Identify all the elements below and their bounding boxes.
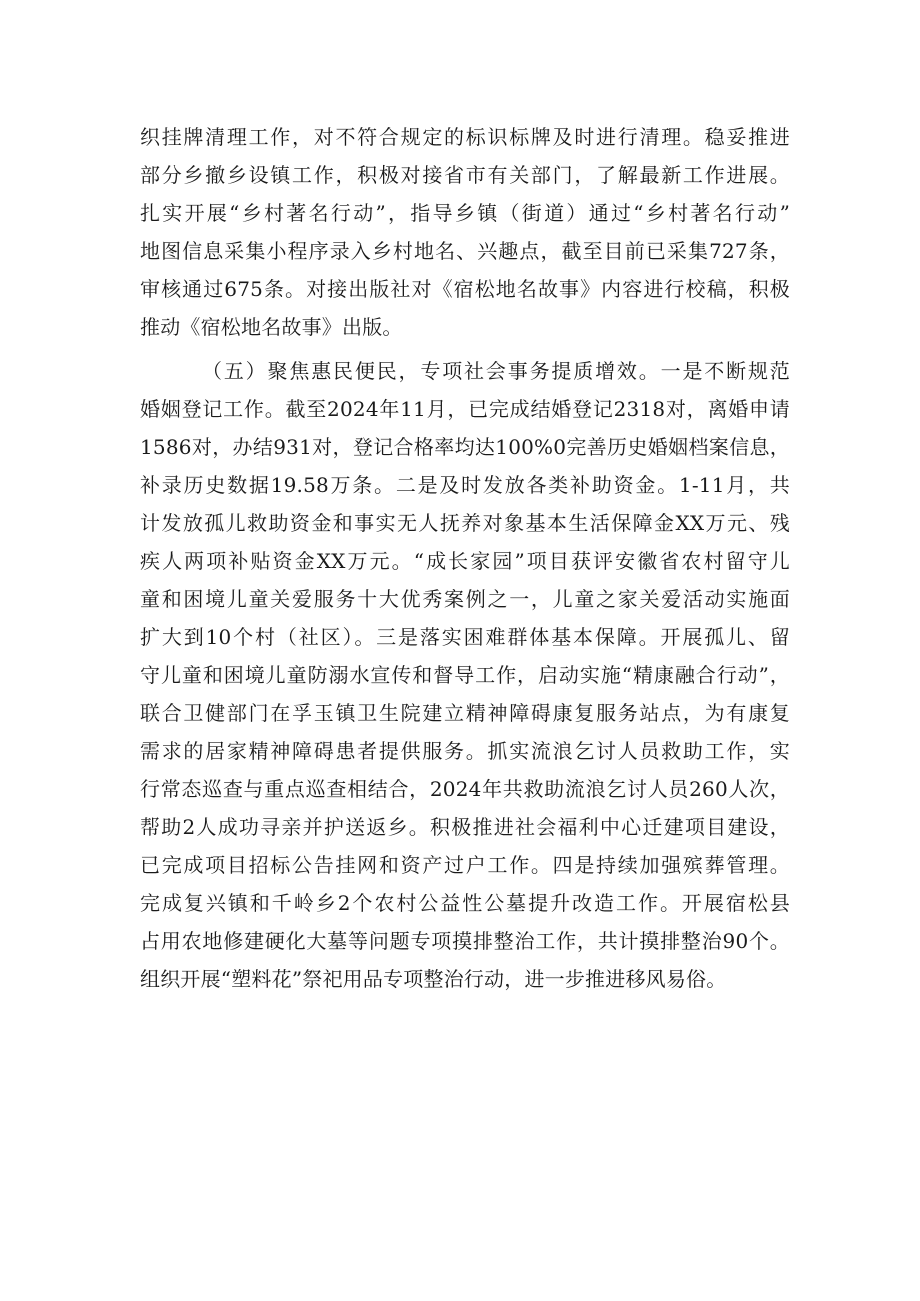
text-line: 联合卫健部门在孚玉镇卫生院建立精神障碍康复服务站点，为有康复 [140,701,790,725]
text-line: 帮助2人成功寻亲并护送返乡。积极推进社会福利中心迁建项目建设， [140,815,790,839]
text-line: 推动《宿松地名故事》出版。 [140,315,403,339]
section-heading-line: （五）聚焦惠民便民，专项社会事务提质增效。一是不断规范 [202,359,790,383]
text-line: 守儿童和困境儿童防溺水宣传和督导工作，启动实施“精康融合行动”， [140,663,790,687]
text-line: 行常态巡查与重点巡查相结合，2024年共救助流浪乞讨人员260人次， [140,777,790,801]
document-body [140,118,790,998]
text-line: 1586对，办结931对，登记合格率均达100%0完善历史婚姻档案信息， [140,435,790,459]
text-line: 审核通过675条。对接出版社对《宿松地名故事》内容进行校稿，积极 [140,277,790,301]
text-line: 扩大到10个村（社区）。三是落实困难群体基本保障。开展孤儿、留 [140,625,790,649]
text-line: 织挂牌清理工作，对不符合规定的标识标牌及时进行清理。稳妥推进 [140,125,790,149]
text-line: 组织开展“塑料花”祭祀用品专项整治行动，进一步推进移风易俗。 [140,967,727,991]
text-line: 占用农地修建硬化大墓等问题专项摸排整治工作，共计摸排整治90个。 [140,929,790,953]
text-line: 疾人两项补贴资金XX万元。“成长家园”项目获评安徽省农村留守儿 [140,549,790,573]
text-line: 已完成项目招标公告挂网和资产过户工作。四是持续加强殡葬管理。 [140,853,790,877]
text-line: 计发放孤儿救助资金和事实无人抚养对象基本生活保障金XX万元、残 [140,511,790,535]
text-line: 童和困境儿童关爱服务十大优秀案例之一，儿童之家关爱活动实施面 [140,587,790,611]
text-line: 地图信息采集小程序录入乡村地名、兴趣点，截至目前已采集727条， [140,239,790,263]
text-line: 需求的居家精神障碍患者提供服务。抓实流浪乞讨人员救助工作，实 [140,739,790,763]
text-line: 部分乡撤乡设镇工作，积极对接省市有关部门，了解最新工作进展。 [140,163,790,187]
text-line: 补录历史数据19.58万条。二是及时发放各类补助资金。1-11月，共 [140,473,790,497]
paragraph-social-affairs [140,352,790,998]
text-line: 婚姻登记工作。截至2024年11月，已完成结婚登记2318对，离婚申请 [140,397,790,421]
text-line: 完成复兴镇和千岭乡2个农村公益性公墓提升改造工作。开展宿松县 [140,891,790,915]
text-line: 扎实开展“乡村著名行动”，指导乡镇（街道）通过“乡村著名行动” [140,201,790,225]
paragraph-place-names [140,118,790,346]
